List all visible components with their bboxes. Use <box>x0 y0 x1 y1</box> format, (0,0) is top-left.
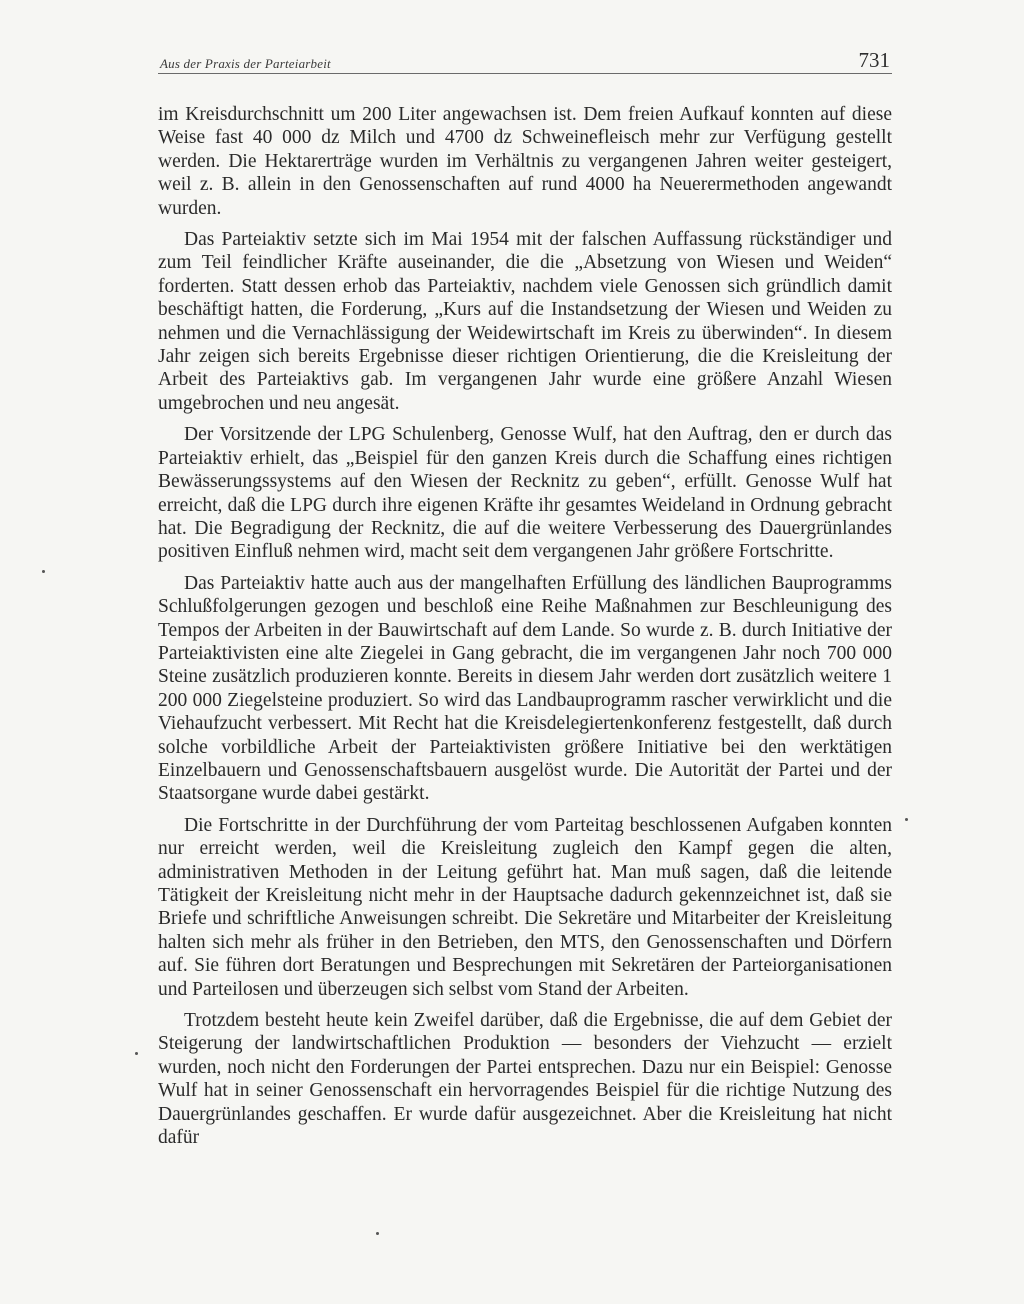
scan-speck <box>905 818 908 821</box>
paragraph: Das Parteiaktiv setzte sich im Mai 1954 mit der falschen Auffassung rückständiger und zum Teil feindlicher Kräfte auseinander, die die „Absetzung von Wiesen und Weiden“ forderten. Statt dessen erhob das Parteiaktiv, nachdem viele Genossen sich gründlich damit beschäftigt hatten, die Forderung, „Kurs auf die Instandsetzung der Wiesen und Weiden zu nehmen und die Vernachlässigung der Weidewirtschaft im Kreis zu überwinden“. In diesem Jahr zeigen sich bereits Ergebnisse dieser richtigen Orientierung, die die Kreisleitung der Arbeit des Parteiaktivs gab. Im vergangenen Jahr wurde eine größere Anzahl Wiesen umgebrochen und neu angesät. <box>158 229 892 414</box>
paragraph: Trotzdem besteht heute kein Zweifel darüber, daß die Ergebnisse, die auf dem Gebiet der Steigerung der landwirtschaftlichen Produktion — besonders der Viehzucht — erzielt wurden, noch nicht den Forderungen der Partei entsprechen. Dazu nur ein Beispiel: Genosse Wulf hat in seiner Genossenschaft ein hervorragendes Beispiel für die richtige Nutzung des Dauergrünlandes geschaffen. Er wurde dafür ausgezeichnet. Aber die Kreisleitung hat nicht dafür <box>158 1010 892 1149</box>
running-head <box>158 48 892 78</box>
scan-speck <box>376 1232 379 1235</box>
paragraph: Das Parteiaktiv hatte auch aus der mangelhaften Erfüllung des ländlichen Bauprogramms Schlußfolgerungen gezogen und beschloß eine Reihe Maßnahmen zur Beschleunigung des Tempos der Arbeiten in der Bauwirtschaft auf dem Lande. So wurde z. B. durch Initiative der Parteiaktivisten eine alte Ziegelei in Gang gebracht, die im vergangenen Jahr noch 700 000 Steine zusätzlich produzieren konnte. Bereits in diesem Jahr werden dort zusätzlich weitere 1 200 000 Ziegelsteine produziert. So wird das Landbauprogramm rascher verwirklicht und die Viehaufzucht verbessert. Mit Recht hat die Kreisdelegiertenkonferenz festgestellt, daß durch solche vorbildliche Arbeit der Parteiaktivisten größere Initiative bei den werktätigen Einzelbauern und Genossenschaftsbauern ausgelöst wurde. Die Autorität der Partei und der Staatsorgane wurde dabei gestärkt. <box>158 572 892 805</box>
paragraph: Der Vorsitzende der LPG Schulenberg, Genosse Wulf, hat den Auftrag, den er durch das Parteiaktiv erhielt, das „Beispiel für den ganzen Kreis durch die Schaffung eines richtigen Bewässerungssystems auf den Wiesen der Recknitz zu geben“, erfüllt. Genosse Wulf hat erreicht, daß die LPG durch ihre eigenen Kräfte ihr gesamtes Weideland in Ordnung gebracht hat. Die Begradigung der Recknitz, die auf die weitere Verbesserung des Dauergrünlandes positiven Einfluß nehmen wird, macht seit dem vergangenen Jahr größere Fortschritte. <box>158 424 892 563</box>
header-rule <box>158 73 892 74</box>
paragraph: Die Fortschritte in der Durchführung der vom Parteitag beschlossenen Aufgaben konnten nur erreicht werden, weil die Kreisleitung zugleich den Kampf gegen die alten, administrativen Methoden in der Leitung geführt hat. Man muß sagen, daß die leitende Tätigkeit der Kreisleitung nicht mehr in der Hauptsache dadurch gekennzeichnet ist, daß sie Briefe und schriftliche Anweisungen schreibt. Die Sekretäre und Mitarbeiter der Kreisleitung halten sich mehr als früher in den Betrieben, den MTS, den Genossenschaften und Dörfern auf. Sie führen dort Beratungen und Besprechungen mit Sekretären der Parteiorganisationen und Parteilosen und überzeugen sich selbst vom Stand der Arbeiten. <box>158 814 892 1000</box>
running-title: Aus der Praxis der Parteiarbeit <box>160 56 331 71</box>
page-number: 731 <box>858 48 890 72</box>
scan-speck <box>42 570 45 573</box>
paragraph: im Kreisdurchschnitt um 200 Liter angewachsen ist. Dem freien Aufkauf konnten auf diese Weise fast 40 000 dz Milch und 4700 dz Schweinefleisch mehr zur Verfügung gestellt werden. Die Hektarerträge wurden im Verhältnis zu vergangenen Jahren weiter gesteigert, weil z. B. allein in den Genossenschaften auf rund 4000 ha Neuerermethoden angewandt wurden. <box>158 104 892 219</box>
scan-speck <box>135 1052 138 1055</box>
body-text <box>158 103 892 1157</box>
